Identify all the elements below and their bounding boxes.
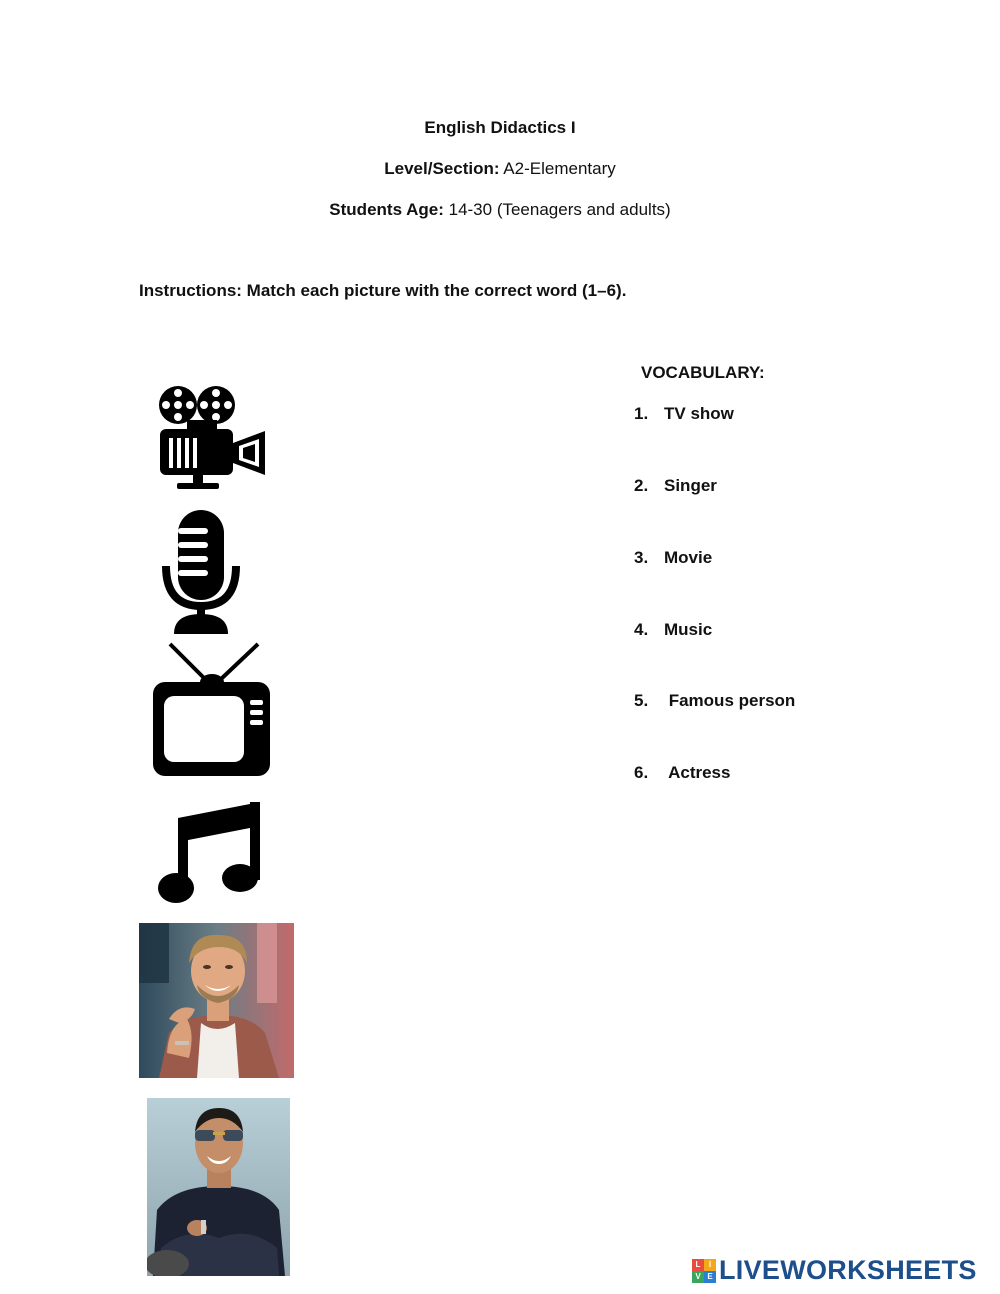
vocab-item xyxy=(634,691,795,711)
vocab-number: 6. xyxy=(634,763,649,782)
age-value: 14-30 (Teenagers and adults) xyxy=(443,200,671,219)
music-note-icon[interactable] xyxy=(156,800,264,906)
vocab-number: 1. xyxy=(634,404,649,423)
vocab-number: 4. xyxy=(634,620,649,639)
vocab-number: 2. xyxy=(634,476,649,495)
liveworksheets-logo-mark-icon xyxy=(692,1259,716,1283)
vocab-item xyxy=(634,548,712,568)
vocab-number: 5. xyxy=(634,691,649,710)
film-camera-icon[interactable] xyxy=(155,383,270,493)
worksheet-title: English Didactics I xyxy=(424,118,576,137)
logo-mark-letter: L xyxy=(692,1259,704,1271)
man-smiling-photo[interactable] xyxy=(139,923,294,1078)
students-age-line xyxy=(0,200,1000,220)
television-icon[interactable] xyxy=(150,642,272,778)
man-sunglasses-photo[interactable] xyxy=(147,1098,290,1276)
liveworksheets-logo-text: LIVEWORKSHEETS xyxy=(719,1255,977,1285)
instructions: Instructions: Match each picture with the correct word (1–6). xyxy=(139,281,627,300)
liveworksheets-logo[interactable] xyxy=(692,1255,977,1286)
level-label: Level/Section: xyxy=(384,159,500,178)
vocab-item xyxy=(634,763,730,783)
vocab-word: TV show xyxy=(664,404,734,423)
vocabulary-heading: VOCABULARY: xyxy=(641,363,765,382)
vocab-word: Actress xyxy=(664,763,731,782)
logo-mark-letter: I xyxy=(704,1259,716,1271)
logo-mark-letter: E xyxy=(704,1271,716,1283)
microphone-icon[interactable] xyxy=(160,508,242,636)
level-value: A2-Elementary xyxy=(499,159,616,178)
vocab-number: 3. xyxy=(634,548,649,567)
vocab-item xyxy=(634,404,734,424)
vocab-word: Famous person xyxy=(664,691,796,710)
vocab-item xyxy=(634,620,712,640)
age-label: Students Age: xyxy=(329,200,444,219)
level-section-line xyxy=(0,159,1000,179)
vocab-word: Music xyxy=(664,620,713,639)
logo-mark-letter: V xyxy=(692,1271,704,1283)
vocab-item xyxy=(634,476,717,496)
vocab-word: Singer xyxy=(664,476,717,495)
vocab-word: Movie xyxy=(664,548,713,567)
